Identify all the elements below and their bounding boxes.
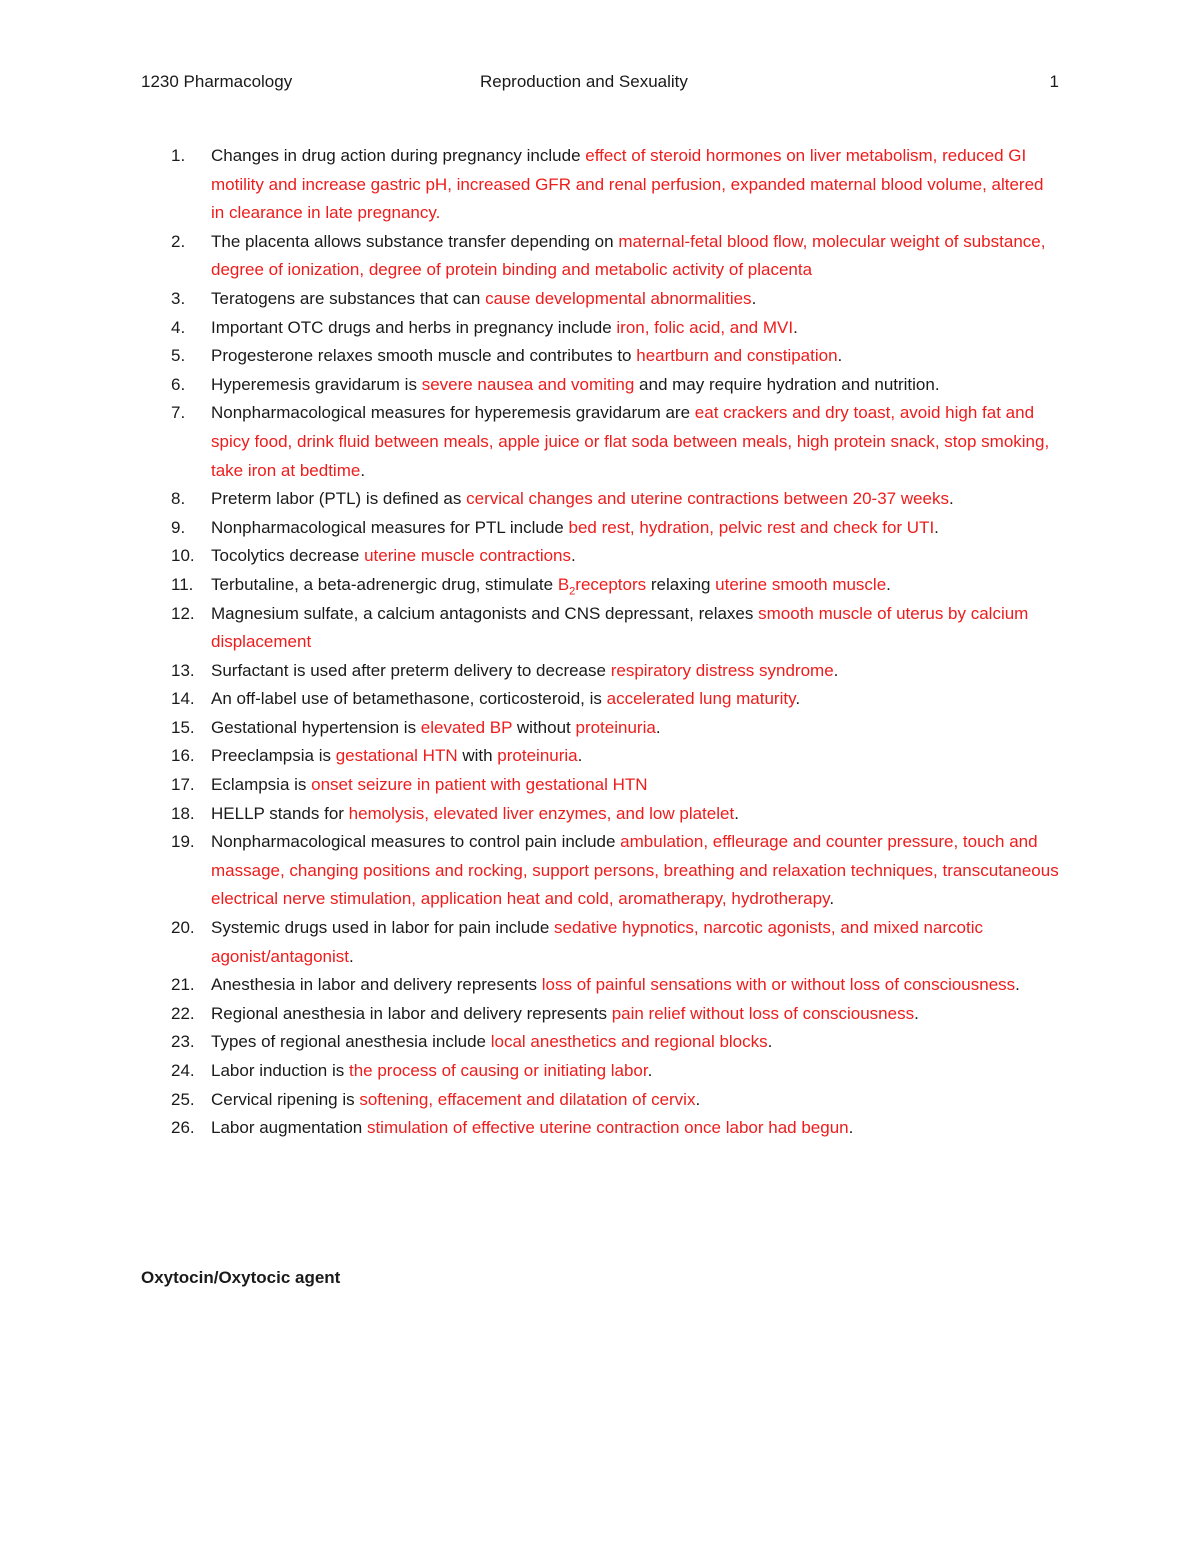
list-item-number: 9. (171, 517, 186, 537)
prompt-text: . (833, 660, 839, 680)
prompt-text: Cervical ripening is (211, 1089, 360, 1109)
answer-text: maternal-fetal blood flow, molecular weight of substance, degree of ionization, degree of protein binding and metabolic activity of placenta (211, 231, 1046, 280)
prompt-text: . (886, 574, 891, 594)
list-item (141, 742, 1061, 771)
prompt-text: . (695, 1089, 701, 1109)
answer-text: stimulation of effective uterine contraction once labor had begun (366, 1118, 849, 1138)
prompt-text: . (934, 517, 939, 537)
answer-text: ambulation, effleurage and counter pressure, touch and massage, changing positions and rocking, support persons, breathing and relaxation techniques, transcutaneous electrical nerve stimulation, application heat and cold, aromatherapy, hydrotherapy (211, 832, 1059, 909)
list-item (141, 771, 1061, 800)
answer-text: loss of painful sensations with or without loss of consciousness (541, 975, 1016, 995)
prompt-text: . (577, 746, 583, 766)
prompt-text: . (829, 889, 835, 909)
list-item-number: 4. (171, 317, 186, 337)
list-item (141, 685, 1061, 714)
answer-text: hemolysis, elevated liver enzymes, and low platelet (348, 803, 735, 823)
prompt-text: Teratogens are substances that can (211, 288, 486, 308)
list-item (141, 657, 1061, 686)
list-item (141, 314, 1061, 343)
answer-text: eat crackers and dry toast, avoid high fat and spicy food, drink fluid between meals, apple juice or flat soda between meals, high protein snack, stop smoking, take iron at bedtime (211, 403, 1050, 480)
list-item-number: 11. (171, 574, 194, 594)
answer-text: B (557, 574, 570, 594)
prompt-text: Preterm labor (PTL) is defined as (211, 489, 467, 509)
prompt-text: . (655, 717, 661, 737)
answer-text: softening, effacement and dilatation of cervix (359, 1089, 696, 1109)
answer-text: the process of causing or initiating labor (348, 1061, 648, 1080)
list-item-number: 21. (171, 975, 195, 995)
prompt-text: Labor induction is (211, 1061, 349, 1080)
list-item-number: 24. (171, 1061, 195, 1080)
answer-text: cervical changes and uterine contractions between 20-37 weeks (466, 489, 950, 509)
prompt-text: and may require hydration and nutrition. (634, 374, 940, 394)
answer-text: bed rest, hydration, pelvic rest and check for UTI (568, 517, 935, 537)
prompt-text: . (349, 946, 354, 966)
answer-text: proteinuria (575, 717, 656, 737)
list-item-number: 20. (171, 918, 195, 938)
list-item-number: 5. (171, 346, 186, 366)
list-item (141, 971, 1061, 1000)
answer-text: local anesthetics and regional blocks (490, 1032, 768, 1052)
list-item-number: 26. (171, 1118, 195, 1138)
list-item (141, 1086, 1061, 1115)
prompt-text: Preeclampsia is (211, 746, 336, 766)
list-item (141, 914, 1061, 971)
prompt-text: HELLP stands for (211, 803, 349, 823)
list-item (141, 1000, 1061, 1029)
page-header (141, 72, 1059, 102)
prompt-text: Labor augmentation (211, 1118, 367, 1138)
prompt-text: without (512, 717, 576, 737)
list-item (141, 542, 1061, 571)
list-item-number: 14. (171, 689, 195, 709)
prompt-text: Changes in drug action during pregnancy include (211, 146, 586, 165)
list-item-number: 25. (171, 1089, 195, 1109)
answer-text: 2 (569, 585, 576, 598)
prompt-text: Eclampsia is (211, 775, 312, 795)
list-item (141, 828, 1061, 914)
list-item (141, 800, 1061, 829)
list-item (141, 600, 1061, 657)
list-item-number: 13. (171, 660, 195, 680)
prompt-text: Hyperemesis gravidarum is (211, 374, 422, 394)
section-heading: Oxytocin/Oxytocic agent (141, 1268, 341, 1287)
list-item-number: 7. (171, 403, 186, 423)
prompt-text: Nonpharmacological measures to control pain include (211, 832, 621, 852)
prompt-text: Terbutaline, a beta-adrenergic drug, stimulate (211, 574, 558, 594)
prompt-text: . (734, 803, 739, 823)
prompt-text: . (914, 1003, 919, 1023)
list-item (141, 485, 1061, 514)
prompt-text: relaxing (646, 574, 716, 594)
list-item-number: 1. (171, 146, 186, 165)
answer-text: respiratory distress syndrome (610, 660, 834, 680)
list-item (141, 142, 1061, 228)
list-item-number: 19. (171, 832, 195, 852)
prompt-text: . (837, 346, 843, 366)
answer-text: severe nausea and vomiting (421, 374, 635, 394)
list-item-number: 10. (171, 546, 195, 566)
prompt-text: . (751, 288, 757, 308)
prompt-text: . (1015, 975, 1020, 995)
prompt-text: The placenta allows substance transfer depending on (211, 231, 619, 251)
list-item (141, 399, 1061, 485)
list-item (141, 514, 1061, 543)
prompt-text: Tocolytics decrease (211, 546, 365, 566)
answer-text: smooth muscle of uterus by calcium displacement (211, 603, 1029, 652)
answer-text: accelerated lung maturity (606, 689, 796, 709)
prompt-text: . (848, 1118, 854, 1138)
prompt-text: Types of regional anesthesia include (211, 1032, 491, 1052)
header-topic-title: Reproduction and Sexuality (480, 72, 688, 91)
prompt-text: Surfactant is used after preterm delivery to decrease (211, 660, 611, 680)
list-item-number: 22. (171, 1003, 195, 1023)
prompt-text: . (767, 1032, 773, 1052)
prompt-text: Magnesium sulfate, a calcium antagonists and CNS depressant, relaxes (211, 603, 759, 623)
list-item-number: 12. (171, 603, 195, 623)
list-item (141, 571, 1061, 600)
list-item-number: 15. (171, 717, 195, 737)
answer-text: uterine muscle contractions (364, 546, 572, 566)
prompt-text: with (457, 746, 498, 766)
prompt-text: . (795, 689, 801, 709)
answer-text: proteinuria (497, 746, 578, 766)
answer-text: receptors (575, 574, 647, 594)
prompt-text: An off-label use of betamethasone, corticosteroid, is (211, 689, 607, 709)
list-item-number: 6. (171, 374, 186, 394)
prompt-text: Anesthesia in labor and delivery represents (211, 975, 542, 995)
prompt-text: . (571, 546, 576, 566)
list-item (141, 1028, 1061, 1057)
prompt-text: Nonpharmacological measures for hyperemesis gravidarum are (211, 403, 695, 423)
header-page-number: 1 (1049, 72, 1059, 91)
answer-text: cause developmental abnormalities (485, 288, 752, 308)
prompt-text: Gestational hypertension is (211, 717, 421, 737)
list-item-number: 23. (171, 1032, 195, 1052)
numbered-list (141, 142, 1061, 1143)
prompt-text: . (793, 317, 798, 337)
answer-text: onset seizure in patient with gestational HTN (311, 775, 648, 795)
list-item (141, 1114, 1061, 1143)
list-item (141, 285, 1061, 314)
list-item (141, 371, 1061, 400)
prompt-text: . (647, 1061, 653, 1080)
list-item-number: 16. (171, 746, 195, 766)
prompt-text: Progesterone relaxes smooth muscle and contributes to (211, 346, 637, 366)
answer-text: pain relief without loss of consciousness (611, 1003, 915, 1023)
list-item-number: 17. (171, 775, 195, 795)
list-item (141, 228, 1061, 285)
prompt-text: . (949, 489, 954, 509)
list-item (141, 714, 1061, 743)
answer-text: heartburn and constipation (636, 346, 838, 366)
prompt-text: Nonpharmacological measures for PTL include (211, 517, 569, 537)
list-item-number: 2. (171, 231, 186, 251)
prompt-text: . (360, 460, 366, 480)
answer-text: effect of steroid hormones on liver metabolism, reduced GI motility and increase gastric pH, increased GFR and renal perfusion, expanded maternal blood volume, altered in clearance in late pregnancy. (211, 146, 1044, 223)
answer-text: gestational HTN (335, 746, 458, 766)
list-item (141, 342, 1061, 371)
answer-text: iron, folic acid, and MVI (616, 317, 794, 337)
answer-text: uterine smooth muscle (715, 574, 887, 594)
header-course-title: 1230 Pharmacology (141, 72, 293, 91)
prompt-text: Systemic drugs used in labor for pain include (211, 918, 555, 938)
answer-text: elevated BP (420, 717, 513, 737)
prompt-text: Important OTC drugs and herbs in pregnancy include (211, 317, 617, 337)
prompt-text: Regional anesthesia in labor and delivery represents (211, 1003, 612, 1023)
list-item-number: 18. (171, 803, 195, 823)
list-item-number: 3. (171, 288, 186, 308)
list-item-number: 8. (171, 489, 186, 509)
answer-text: sedative hypnotics, narcotic agonists, and mixed narcotic agonist/antagonist (211, 918, 984, 966)
list-item (141, 1057, 1061, 1086)
